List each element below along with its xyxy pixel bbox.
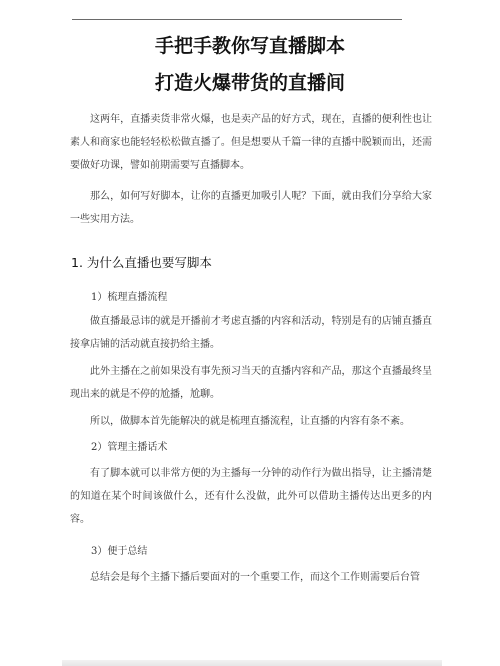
sub-heading-3: 3）便于总结 (91, 546, 148, 557)
intro-paragraph-1: 这两年，直播卖货非常火爆，也是卖产品的好方式，现在，直播的便利性也让素人和商家也能轻轻松松做直播了。但是想要从千篇一律的直播中脱颖而出，还需要做好功课，譬如前期需要写直播脚本。 (70, 114, 432, 171)
sub1-paragraph-1: 做直播最忌讳的就是开播前才考虑直播的内容和活动，特别是有的店铺直播直接拿店铺的活动就直接扔给主播。 (70, 316, 432, 350)
page-bottom-edge (62, 660, 442, 666)
section-heading-1: 1. 为什么直播也要写脚本 (71, 255, 212, 270)
sub2-paragraph-1: 有了脚本就可以非常方便的为主播每一分钟的动作行为做出指导，让主播清楚的知道在某个时间该做什么，还有什么没做，此外可以借助主播传达出更多的内容。 (70, 468, 432, 525)
sub-heading-2: 2）管理主播话术 (91, 442, 168, 453)
header-rule (72, 19, 402, 20)
sub1-paragraph-2: 此外主播在之前如果没有事先预习当天的直播内容和产品，那这个直播最终呈现出来的就是不停的尬播，尬聊。 (70, 366, 432, 400)
sub1-paragraph-3: 所以，做脚本首先能解决的就是梳理直播流程，让直播的内容有条不紊。 (90, 416, 410, 427)
title-line-2: 打造火爆带货的直播间 (154, 72, 345, 94)
intro-paragraph-2: 那么，如何写好脚本，让你的直播更加吸引人呢？下面，就由我们分享给大家一些实用方法。 (70, 191, 432, 225)
sub-heading-1: 1）梳理直播流程 (91, 292, 168, 303)
title-line-1: 手把手教你写直播脚本 (154, 35, 345, 57)
sub3-paragraph-1: 总结会是每个主播下播后要面对的一个重要工作，而这个工作则需要后台管 (90, 572, 420, 583)
